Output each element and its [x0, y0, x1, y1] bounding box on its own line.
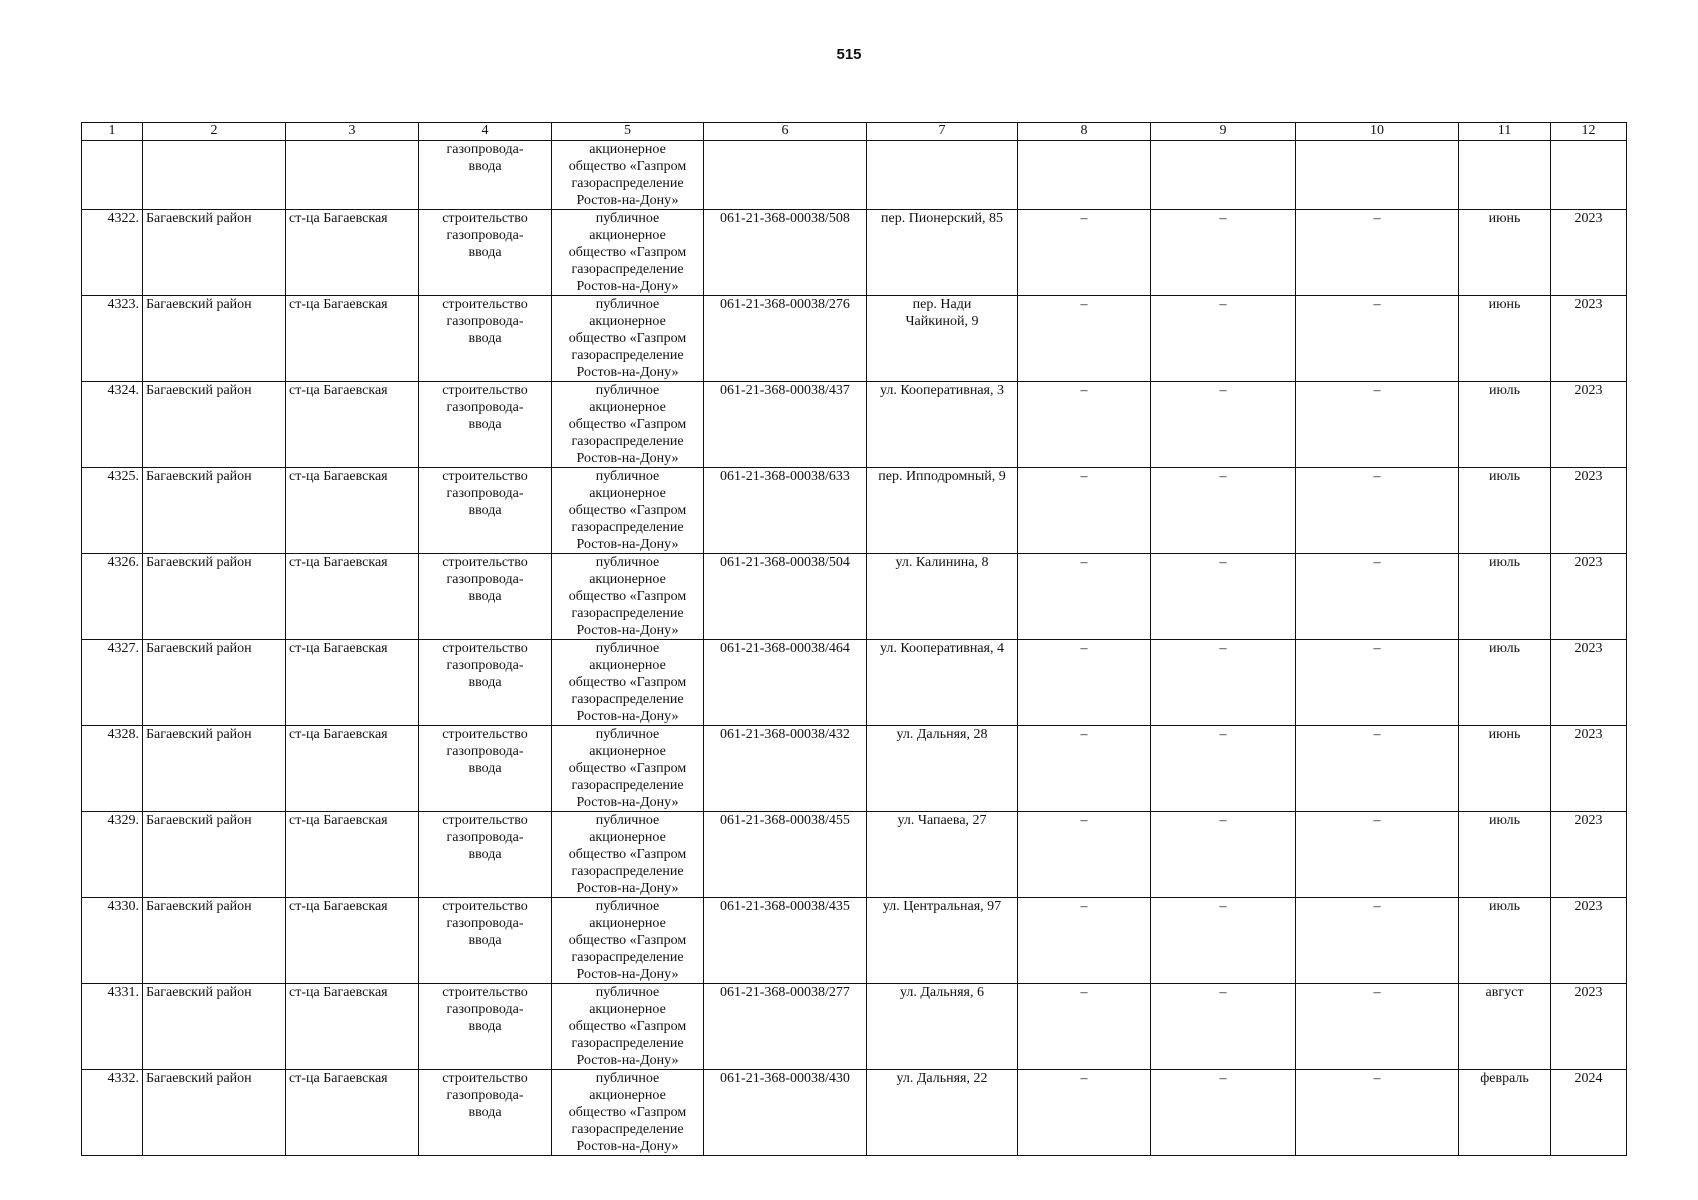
column-9-cell: –	[1151, 898, 1296, 984]
table-row	[82, 554, 1627, 640]
year-cell: 2023	[1551, 296, 1627, 382]
column-9-cell: –	[1151, 296, 1296, 382]
year-cell: 2023	[1551, 382, 1627, 468]
empty-cell	[143, 141, 286, 210]
owner-cell: публичное акционерное общество «Газпром газораспределение Ростов-на-Дону»	[552, 640, 704, 726]
settlement-cell: ст-ца Багаевская	[286, 382, 419, 468]
table-row	[82, 382, 1627, 468]
table-row	[82, 468, 1627, 554]
empty-cell	[1551, 141, 1627, 210]
month-cell: июль	[1459, 898, 1551, 984]
column-number-row	[82, 123, 1627, 141]
empty-cell	[1018, 141, 1151, 210]
row-number: 4324.	[82, 382, 143, 468]
district-cell: Багаевский район	[143, 382, 286, 468]
address-cell: ул. Кооперативная, 3	[867, 382, 1018, 468]
district-cell: Багаевский район	[143, 726, 286, 812]
column-10-cell: –	[1296, 726, 1459, 812]
column-9-cell: –	[1151, 640, 1296, 726]
month-cell: июль	[1459, 554, 1551, 640]
column-header: 11	[1459, 123, 1551, 141]
registry-table	[81, 122, 1627, 1156]
address-cell: ул. Дальняя, 6	[867, 984, 1018, 1070]
owner-cell: публичное акционерное общество «Газпром газораспределение Ростов-на-Дону»	[552, 984, 704, 1070]
row-number: 4325.	[82, 468, 143, 554]
column-8-cell: –	[1018, 1070, 1151, 1156]
object-code-cell: 061-21-368-00038/455	[704, 812, 867, 898]
month-cell: июль	[1459, 640, 1551, 726]
column-8-cell: –	[1018, 984, 1151, 1070]
page-number: 515	[836, 46, 862, 63]
column-header: 5	[552, 123, 704, 141]
work-type-cell: строительство газопровода- ввода	[419, 296, 552, 382]
column-8-cell: –	[1018, 468, 1151, 554]
address-cell: ул. Кооперативная, 4	[867, 640, 1018, 726]
owner-cell: публичное акционерное общество «Газпром газораспределение Ростов-на-Дону»	[552, 812, 704, 898]
column-9-cell: –	[1151, 468, 1296, 554]
column-header: 7	[867, 123, 1018, 141]
row-number: 4328.	[82, 726, 143, 812]
table-row	[82, 898, 1627, 984]
year-cell: 2023	[1551, 984, 1627, 1070]
column-10-cell: –	[1296, 640, 1459, 726]
column-10-cell: –	[1296, 554, 1459, 640]
owner-cell: публичное акционерное общество «Газпром газораспределение Ростов-на-Дону»	[552, 726, 704, 812]
district-cell: Багаевский район	[143, 210, 286, 296]
settlement-cell: ст-ца Багаевская	[286, 1070, 419, 1156]
column-header: 2	[143, 123, 286, 141]
district-cell: Багаевский район	[143, 1070, 286, 1156]
month-cell: июль	[1459, 468, 1551, 554]
work-type-cell: газопровода- ввода	[419, 141, 552, 210]
address-cell: ул. Калинина, 8	[867, 554, 1018, 640]
column-10-cell: –	[1296, 812, 1459, 898]
address-cell: пер. Нади Чайкиной, 9	[867, 296, 1018, 382]
year-cell: 2023	[1551, 726, 1627, 812]
year-cell: 2024	[1551, 1070, 1627, 1156]
object-code-cell: 061-21-368-00038/633	[704, 468, 867, 554]
owner-cell: публичное акционерное общество «Газпром газораспределение Ростов-на-Дону»	[552, 898, 704, 984]
address-cell: ул. Центральная, 97	[867, 898, 1018, 984]
column-8-cell: –	[1018, 640, 1151, 726]
work-type-cell: строительство газопровода- ввода	[419, 210, 552, 296]
column-8-cell: –	[1018, 726, 1151, 812]
column-10-cell: –	[1296, 296, 1459, 382]
district-cell: Багаевский район	[143, 898, 286, 984]
address-cell: ул. Дальняя, 28	[867, 726, 1018, 812]
column-10-cell: –	[1296, 984, 1459, 1070]
month-cell: июль	[1459, 382, 1551, 468]
work-type-cell: строительство газопровода- ввода	[419, 812, 552, 898]
table-row	[82, 640, 1627, 726]
column-8-cell: –	[1018, 296, 1151, 382]
column-10-cell: –	[1296, 1070, 1459, 1156]
column-8-cell: –	[1018, 382, 1151, 468]
year-cell: 2023	[1551, 210, 1627, 296]
column-9-cell: –	[1151, 726, 1296, 812]
settlement-cell: ст-ца Багаевская	[286, 812, 419, 898]
column-10-cell: –	[1296, 210, 1459, 296]
work-type-cell: строительство газопровода- ввода	[419, 554, 552, 640]
row-number: 4332.	[82, 1070, 143, 1156]
column-9-cell: –	[1151, 210, 1296, 296]
column-header: 1	[82, 123, 143, 141]
object-code-cell: 061-21-368-00038/435	[704, 898, 867, 984]
month-cell: июнь	[1459, 210, 1551, 296]
address-cell: ул. Чапаева, 27	[867, 812, 1018, 898]
settlement-cell: ст-ца Багаевская	[286, 210, 419, 296]
settlement-cell: ст-ца Багаевская	[286, 296, 419, 382]
column-9-cell: –	[1151, 984, 1296, 1070]
owner-cell: публичное акционерное общество «Газпром газораспределение Ростов-на-Дону»	[552, 554, 704, 640]
owner-cell: акционерное общество «Газпром газораспределение Ростов-на-Дону»	[552, 141, 704, 210]
object-code-cell: 061-21-368-00038/504	[704, 554, 867, 640]
empty-cell	[1459, 141, 1551, 210]
table-row	[82, 984, 1627, 1070]
month-cell: август	[1459, 984, 1551, 1070]
work-type-cell: строительство газопровода- ввода	[419, 640, 552, 726]
district-cell: Багаевский район	[143, 812, 286, 898]
month-cell: июль	[1459, 812, 1551, 898]
object-code-cell: 061-21-368-00038/430	[704, 1070, 867, 1156]
address-cell: ул. Дальняя, 22	[867, 1070, 1018, 1156]
column-9-cell: –	[1151, 1070, 1296, 1156]
row-number: 4322.	[82, 210, 143, 296]
row-number: 4327.	[82, 640, 143, 726]
table-row	[82, 726, 1627, 812]
column-header: 4	[419, 123, 552, 141]
column-8-cell: –	[1018, 554, 1151, 640]
object-code-cell: 061-21-368-00038/277	[704, 984, 867, 1070]
settlement-cell: ст-ца Багаевская	[286, 726, 419, 812]
column-8-cell: –	[1018, 812, 1151, 898]
empty-cell	[1296, 141, 1459, 210]
column-header: 8	[1018, 123, 1151, 141]
column-9-cell: –	[1151, 382, 1296, 468]
column-header: 6	[704, 123, 867, 141]
table-row	[82, 296, 1627, 382]
owner-cell: публичное акционерное общество «Газпром газораспределение Ростов-на-Дону»	[552, 382, 704, 468]
empty-cell	[82, 141, 143, 210]
table-row	[82, 210, 1627, 296]
column-header: 10	[1296, 123, 1459, 141]
month-cell: февраль	[1459, 1070, 1551, 1156]
year-cell: 2023	[1551, 812, 1627, 898]
settlement-cell: ст-ца Багаевская	[286, 898, 419, 984]
district-cell: Багаевский район	[143, 554, 286, 640]
address-cell: пер. Ипподромный, 9	[867, 468, 1018, 554]
work-type-cell: строительство газопровода- ввода	[419, 984, 552, 1070]
column-header: 12	[1551, 123, 1627, 141]
empty-cell	[1151, 141, 1296, 210]
district-cell: Багаевский район	[143, 468, 286, 554]
work-type-cell: строительство газопровода- ввода	[419, 898, 552, 984]
district-cell: Багаевский район	[143, 640, 286, 726]
continuation-row	[82, 141, 1627, 210]
row-number: 4331.	[82, 984, 143, 1070]
object-code-cell: 061-21-368-00038/432	[704, 726, 867, 812]
object-code-cell: 061-21-368-00038/437	[704, 382, 867, 468]
column-9-cell: –	[1151, 812, 1296, 898]
table-row	[82, 812, 1627, 898]
owner-cell: публичное акционерное общество «Газпром газораспределение Ростов-на-Дону»	[552, 468, 704, 554]
column-8-cell: –	[1018, 210, 1151, 296]
row-number: 4326.	[82, 554, 143, 640]
column-10-cell: –	[1296, 898, 1459, 984]
empty-cell	[704, 141, 867, 210]
year-cell: 2023	[1551, 640, 1627, 726]
settlement-cell: ст-ца Багаевская	[286, 554, 419, 640]
column-header: 9	[1151, 123, 1296, 141]
year-cell: 2023	[1551, 554, 1627, 640]
address-cell: пер. Пионерский, 85	[867, 210, 1018, 296]
empty-cell	[867, 141, 1018, 210]
settlement-cell: ст-ца Багаевская	[286, 640, 419, 726]
year-cell: 2023	[1551, 468, 1627, 554]
column-8-cell: –	[1018, 898, 1151, 984]
work-type-cell: строительство газопровода- ввода	[419, 726, 552, 812]
column-header: 3	[286, 123, 419, 141]
column-10-cell: –	[1296, 468, 1459, 554]
owner-cell: публичное акционерное общество «Газпром газораспределение Ростов-на-Дону»	[552, 296, 704, 382]
district-cell: Багаевский район	[143, 296, 286, 382]
work-type-cell: строительство газопровода- ввода	[419, 1070, 552, 1156]
settlement-cell: ст-ца Багаевская	[286, 984, 419, 1070]
year-cell: 2023	[1551, 898, 1627, 984]
column-9-cell: –	[1151, 554, 1296, 640]
object-code-cell: 061-21-368-00038/464	[704, 640, 867, 726]
month-cell: июнь	[1459, 726, 1551, 812]
work-type-cell: строительство газопровода- ввода	[419, 382, 552, 468]
row-number: 4323.	[82, 296, 143, 382]
column-10-cell: –	[1296, 382, 1459, 468]
owner-cell: публичное акционерное общество «Газпром газораспределение Ростов-на-Дону»	[552, 1070, 704, 1156]
object-code-cell: 061-21-368-00038/276	[704, 296, 867, 382]
row-number: 4329.	[82, 812, 143, 898]
table-row	[82, 1070, 1627, 1156]
empty-cell	[286, 141, 419, 210]
settlement-cell: ст-ца Багаевская	[286, 468, 419, 554]
row-number: 4330.	[82, 898, 143, 984]
district-cell: Багаевский район	[143, 984, 286, 1070]
work-type-cell: строительство газопровода- ввода	[419, 468, 552, 554]
month-cell: июнь	[1459, 296, 1551, 382]
object-code-cell: 061-21-368-00038/508	[704, 210, 867, 296]
owner-cell: публичное акционерное общество «Газпром газораспределение Ростов-на-Дону»	[552, 210, 704, 296]
